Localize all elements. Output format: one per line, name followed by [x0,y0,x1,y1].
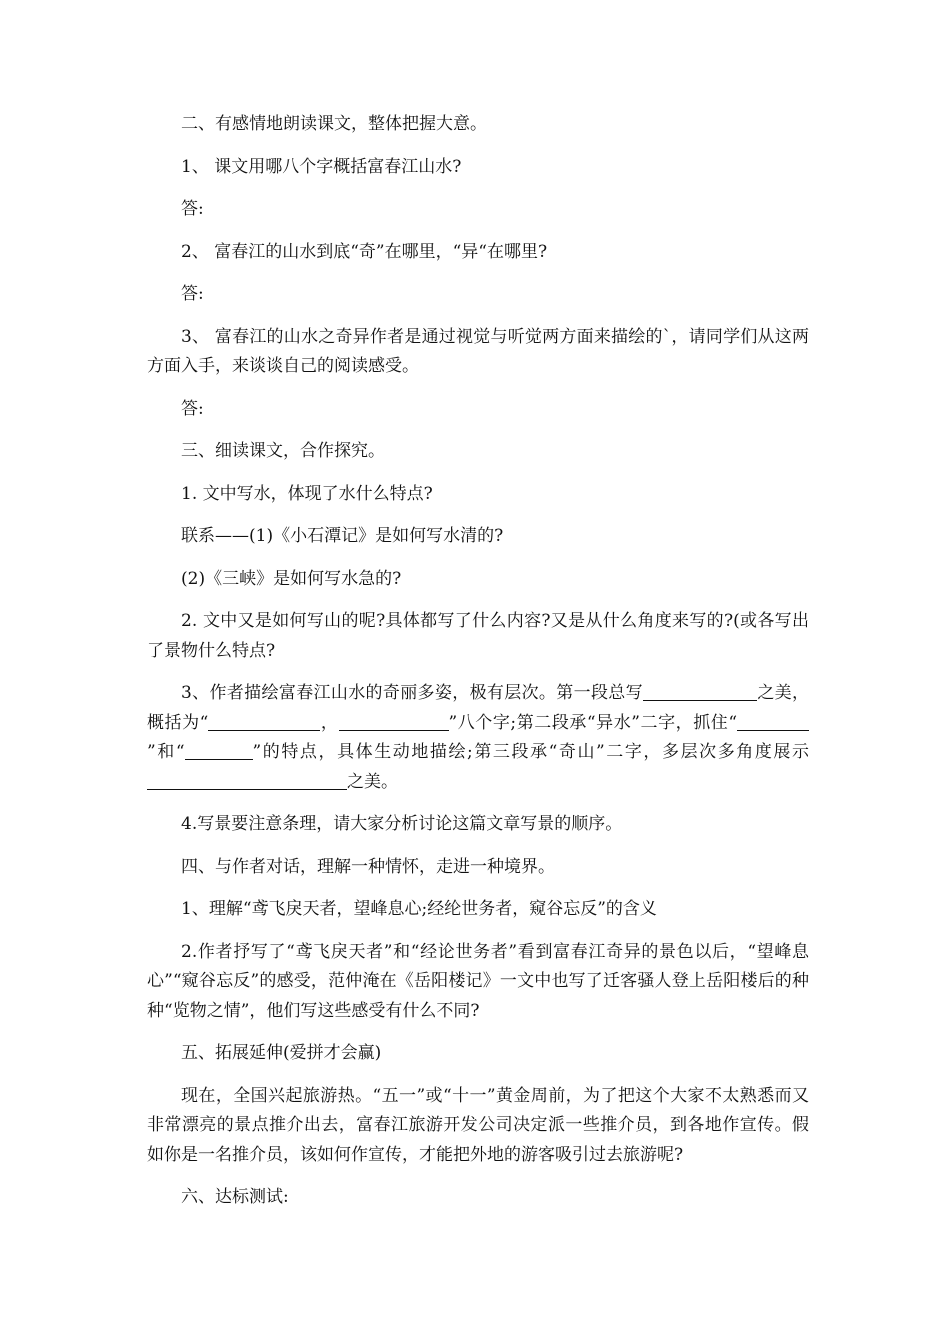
section-3-question-1: 1. 文中写水，体现了水什么特点? [181,483,433,504]
section-3-link-1: 联系——(1)《小石潭记》是如何写水清的? [181,526,504,546]
fill-blank-1[interactable] [643,682,747,701]
fill-text-7: 之美。 [347,771,398,792]
fill-text-6: ”的特点，具体生动地描绘;第三段承“奇山”二字，多层次多角度展示 [252,742,809,762]
section-4-question-2: 2.作者抒写了“鸢飞戾天者”和“经论世务者”看到富春江奇异的景色以后，“望峰息心”“窥谷忘反”的感受，范仲淹在《岳阳楼记》一文中也写了迁客骚人登上岳阳楼后的种种“览物之情”，他们写这些感受有什么不同? [147,941,809,1021]
answer-label-3: 答: [181,398,204,419]
question-3: 3、 富春江的山水之奇异作者是通过视觉与听觉两方面来描绘的`，请同学们从这两方面入手，来谈谈自己的阅读感受。 [147,326,809,376]
section-2-heading: 二、有感情地朗读课文，整体把握大意。 [181,114,487,134]
section-4-heading: 四、与作者对话，理解一种情怀，走进一种境界。 [181,856,555,877]
question-2: 2、 富春江的山水到底“奇”在哪里，“异“在哪里? [181,241,548,262]
answer-label-1: 答: [181,199,204,219]
fill-text-1: 3、作者描绘富春江山水的奇丽多姿，极有层次。第一段总写 [181,683,643,703]
section-5-heading: 五、拓展延伸(爱拼才会赢) [181,1043,382,1063]
fill-blank-6[interactable] [147,771,347,790]
document-body [147,110,809,1226]
fill-blank-1b[interactable] [747,682,757,701]
fill-blank-5[interactable] [185,741,253,760]
fill-text-3: ， [320,712,339,733]
fill-text-4: ”八个字;第二段承“异水”二字，抓住“ [448,712,738,733]
question-1: 1、 课文用哪八个字概括富春江山水? [181,156,462,177]
fill-text-2: 之美，概括为“ [147,683,810,733]
section-3-link-2: (2)《三峡》是如何写水急的? [181,568,402,589]
section-3-heading: 三、细读课文，合作探究。 [181,441,385,461]
fill-blank-2[interactable] [208,712,320,731]
section-5-text: 现在，全国兴起旅游热。“五一”或“十一”黄金周前，为了把这个大家不太熟悉而又非常漂亮的景点推介出去，富春江旅游开发公司决定派一些推介员，到各地作宣传。假如你是一名推介员，该如何作宣传，才能把外地的游客吸引过去旅游呢? [147,1085,809,1165]
fill-text-5: ”和“ [147,742,185,762]
fill-blank-4[interactable] [737,712,809,731]
section-3-question-3 [147,679,809,797]
section-6-heading: 六、达标测试: [181,1187,289,1207]
section-4-question-1: 1、理解“鸢飞戾天者，望峰息心;经纶世务者，窥谷忘反”的含义 [181,899,657,919]
section-3-question-4: 4.写景要注意条理，请大家分析讨论这篇文章写景的顺序。 [181,814,623,834]
fill-blank-3[interactable] [339,712,449,731]
section-3-question-2: 2. 文中又是如何写山的呢?具体都写了什么内容?又是从什么角度来写的?(或各写出了景物什么特点? [147,611,809,661]
answer-label-2: 答: [181,284,204,304]
